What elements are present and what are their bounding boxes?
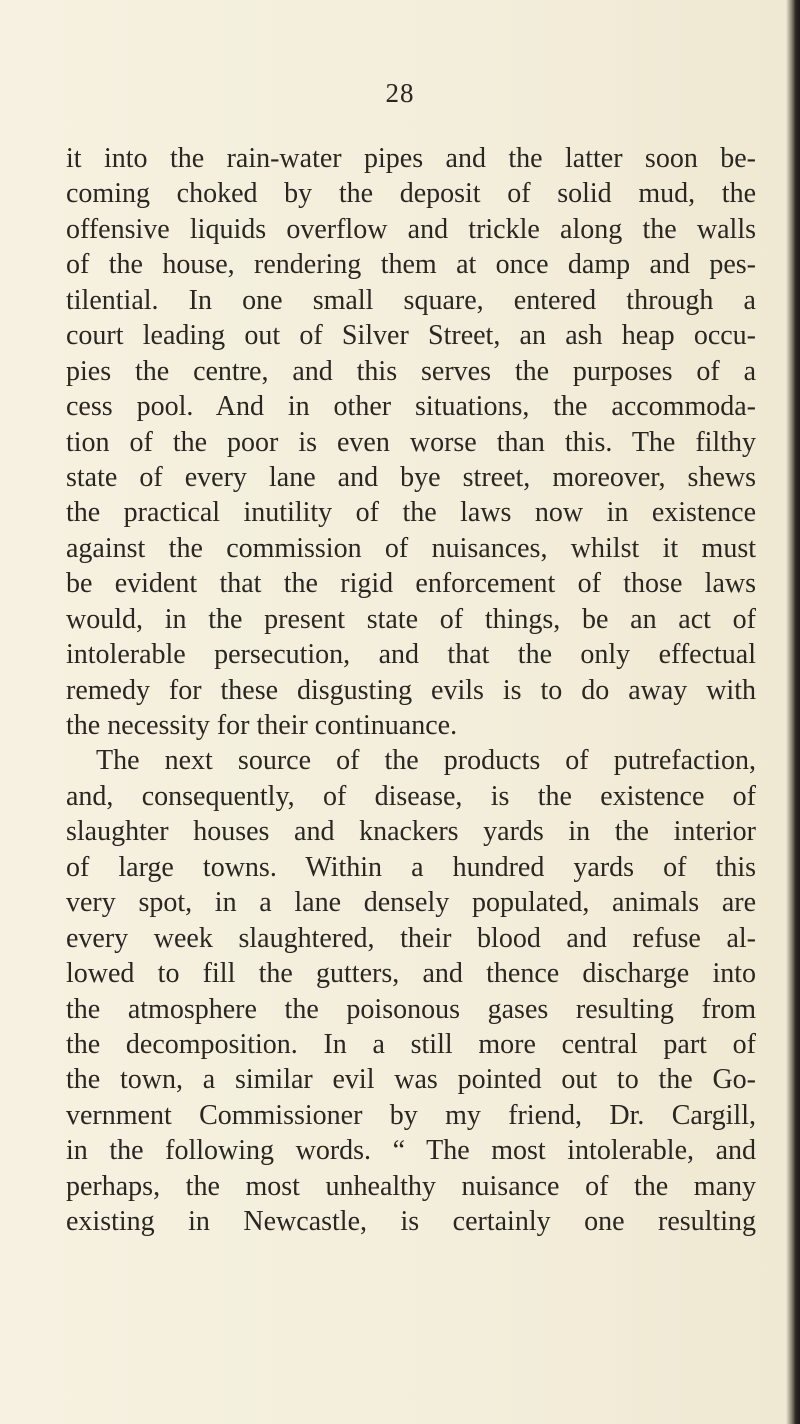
text-line: state of every lane and bye street, moreover, shews <box>66 461 756 493</box>
text-line: very spot, in a lane densely populated, animals are <box>66 887 756 919</box>
text-line: offensive liquids overflow and trickle along the walls <box>66 213 756 245</box>
paragraph-start-line: The next source of the products of putrefaction, <box>96 745 756 777</box>
text-line: vernment Commissioner by my friend, Dr. Cargill, <box>66 1099 756 1131</box>
text-line: lowed to fill the gutters, and thence discharge into <box>66 958 756 990</box>
text-line: it into the rain-water pipes and the latter soon be- <box>66 143 756 174</box>
body-text <box>66 141 756 1240</box>
text-line: of large towns. Within a hundred yards of this <box>66 851 756 883</box>
text-line: the practical inutility of the laws now in existence <box>66 497 756 529</box>
text-line: the atmosphere the poisonous gases resulting from <box>66 993 756 1025</box>
page-edge-shadow <box>786 0 800 1424</box>
text-line: and, consequently, of disease, is the existence of <box>66 780 756 812</box>
text-line: perhaps, the most unhealthy nuisance of the many <box>66 1170 756 1202</box>
text-line: in the following words. “ The most intolerable, and <box>66 1135 756 1167</box>
text-line: the decomposition. In a still more central part of <box>66 1028 756 1060</box>
text-line: pies the centre, and this serves the purposes of a <box>66 355 756 387</box>
text-line: every week slaughtered, their blood and refuse al- <box>66 922 756 954</box>
text-line: existing in Newcastle, is certainly one resulting <box>66 1206 756 1238</box>
text-line: the town, a similar evil was pointed out to the Go- <box>66 1064 756 1096</box>
text-line: tion of the poor is even worse than this. The filthy <box>66 426 756 458</box>
paragraph-end-line: the necessity for their continuance. <box>66 710 458 741</box>
text-line: against the commission of nuisances, whilst it must <box>66 532 756 564</box>
text-line: tilential. In one small square, entered through a <box>66 284 756 316</box>
text-line: would, in the present state of things, be an act of <box>66 603 756 635</box>
text-line: remedy for these disgusting evils is to do away with <box>66 674 756 706</box>
page-number: 28 <box>385 78 415 108</box>
text-line: coming choked by the deposit of solid mud, the <box>66 178 756 210</box>
text-line: be evident that the rigid enforcement of those laws <box>66 568 756 600</box>
text-line: of the house, rendering them at once damp and pes- <box>66 249 756 281</box>
text-line: court leading out of Silver Street, an ash heap occu- <box>66 320 756 352</box>
text-line: cess pool. And in other situations, the accommoda- <box>66 391 756 423</box>
text-line: intolerable persecution, and that the only effectual <box>66 639 756 671</box>
text-line: slaughter houses and knackers yards in the interior <box>66 816 756 848</box>
